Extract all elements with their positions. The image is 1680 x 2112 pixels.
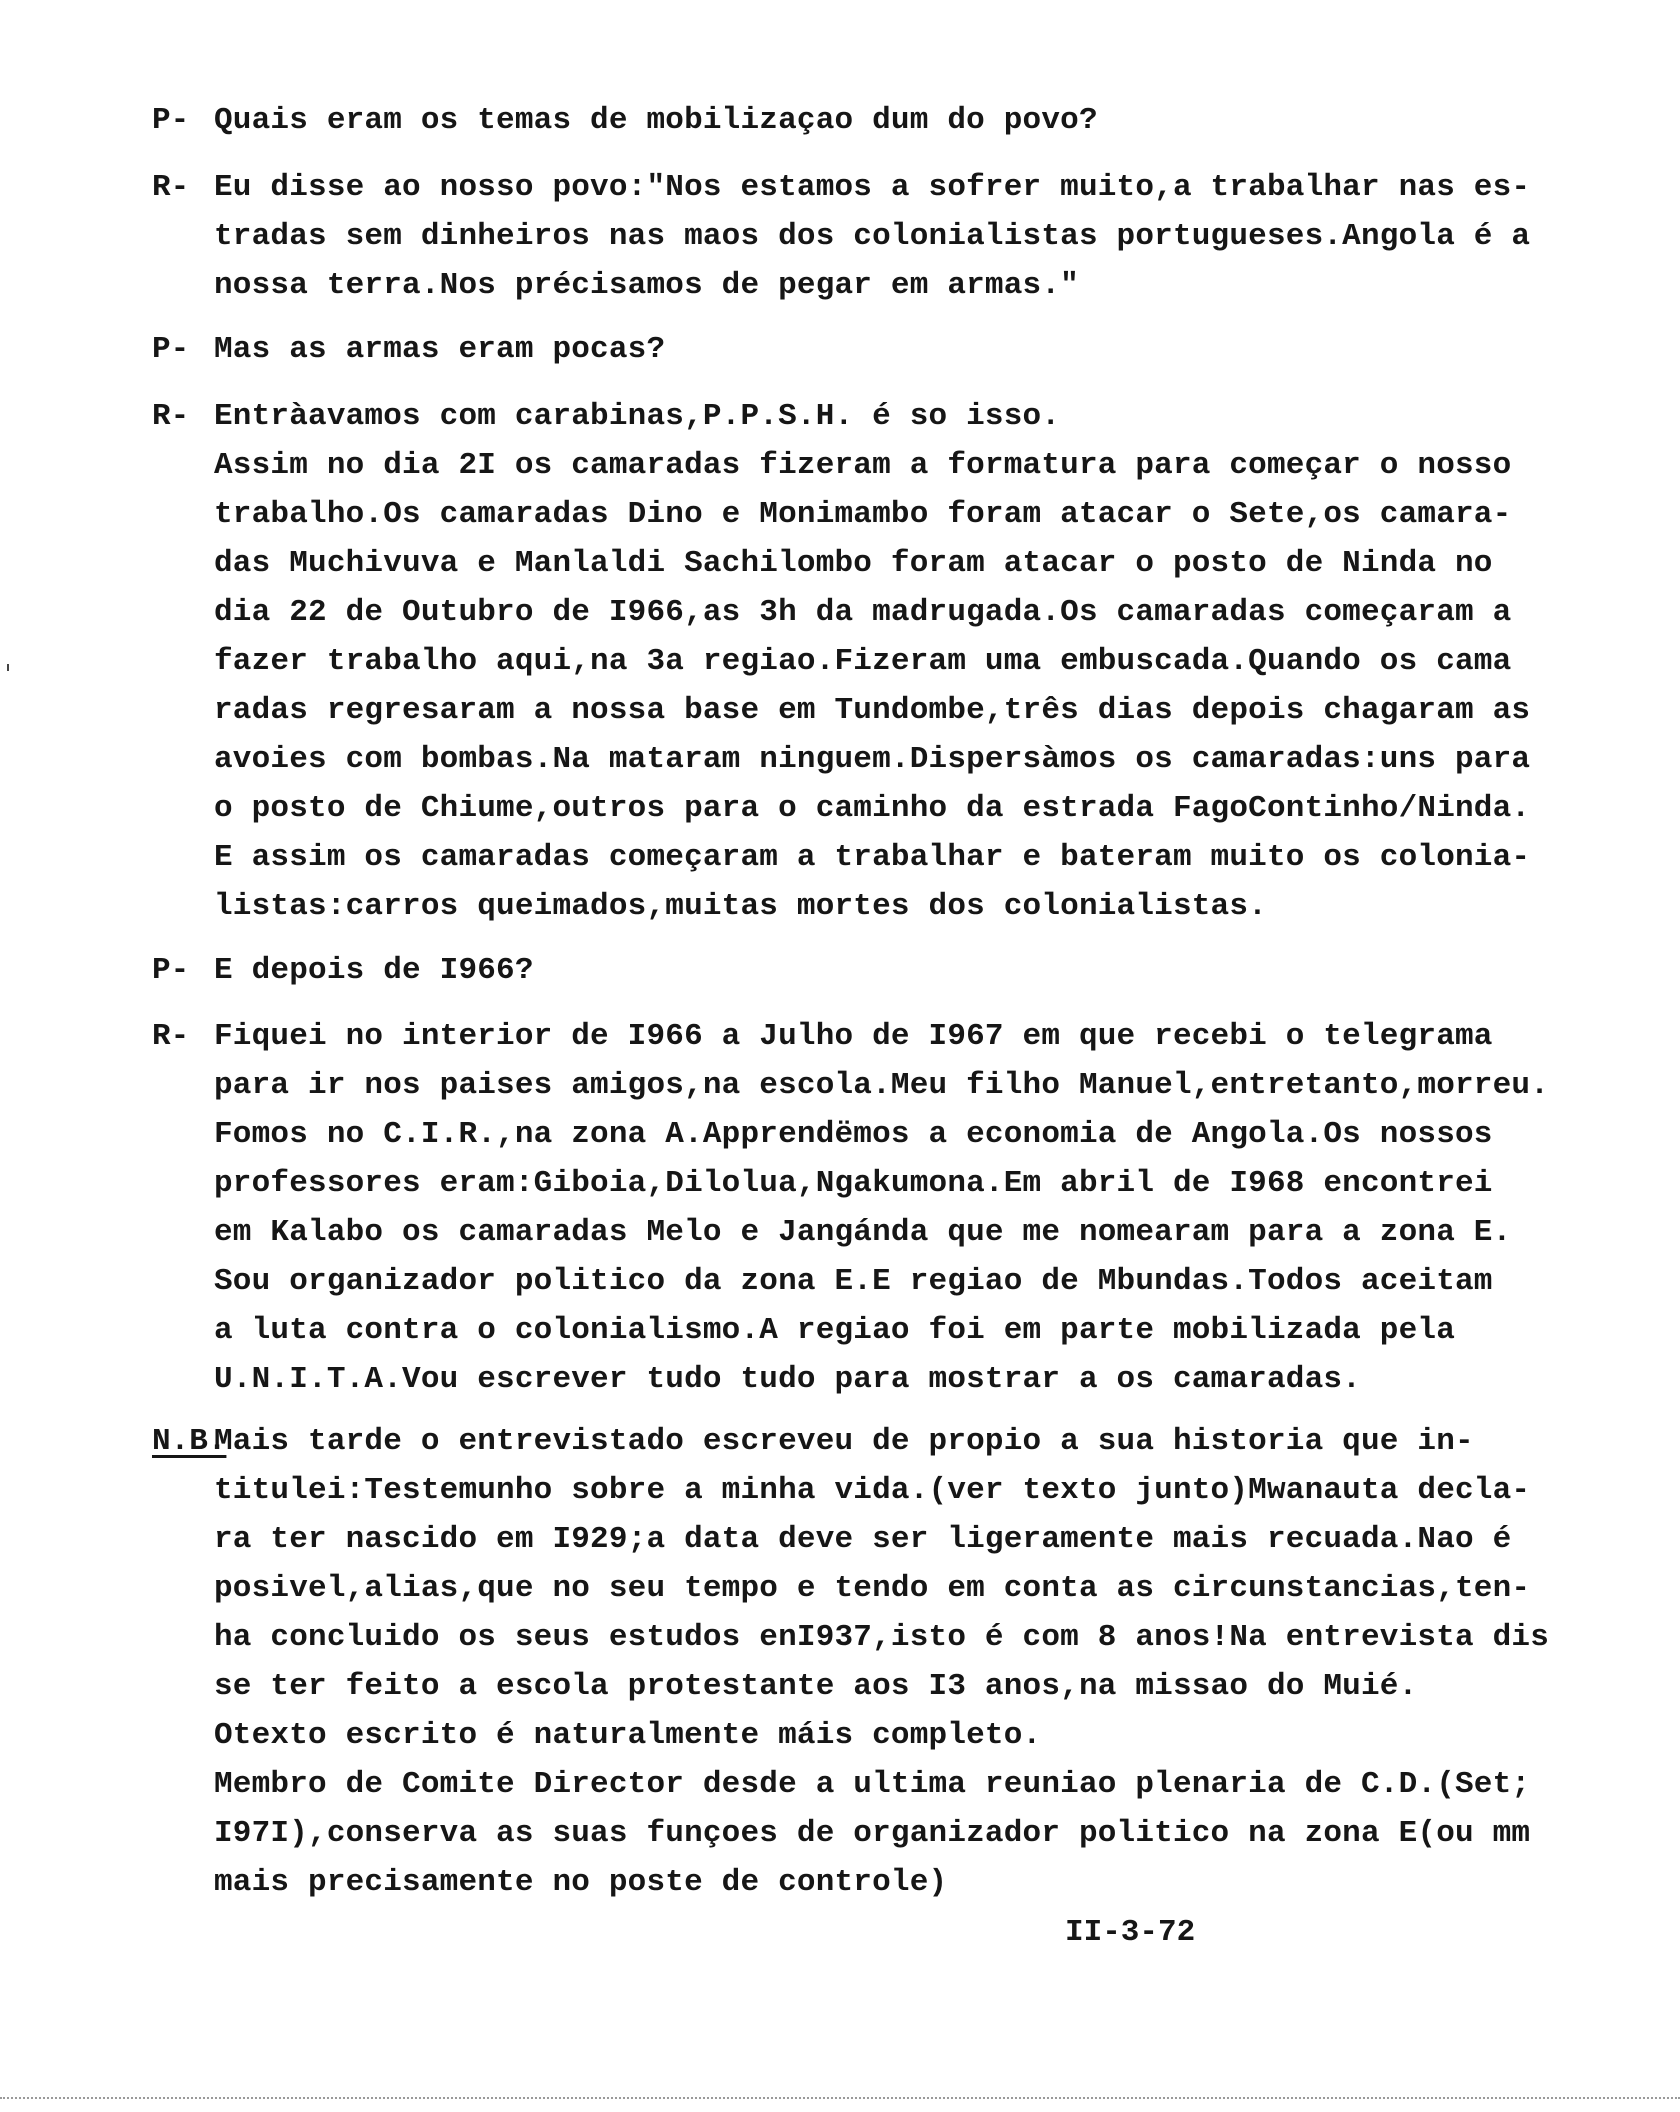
text-line: Fomos no C.I.R.,na zona A.Apprendëmos a economia de Angola.Os nossos xyxy=(214,1117,1493,1152)
note-block xyxy=(152,1417,1652,1907)
answer-label: R- xyxy=(152,1019,190,1054)
document-date: II-3-72 xyxy=(1065,1915,1196,1950)
answer-label: R- xyxy=(152,170,190,205)
text-line: Sou organizador politico da zona E.E regiao de Mbundas.Todos aceitam xyxy=(214,1264,1493,1299)
text-line: avoies com bombas.Na mataram ninguem.Dispersàmos os camaradas:uns para xyxy=(214,742,1531,777)
text-line: das Muchivuva e Manlaldi Sachilombo foram atacar o posto de Ninda no xyxy=(214,546,1493,581)
answer-block-3 xyxy=(152,1012,1652,1404)
scan-edge-line xyxy=(0,2097,1680,2099)
answer-label: R- xyxy=(152,399,190,434)
text-line: radas regresaram a nossa base em Tundombe,três dias depois chagaram as xyxy=(214,693,1531,728)
text-line: Otexto escrito é naturalmente máis completo. xyxy=(214,1718,1042,1753)
question-label: P- xyxy=(152,953,190,988)
question-block-1 xyxy=(152,96,1652,145)
note-label: N.B. xyxy=(152,1424,227,1459)
text-line: U.N.I.T.A.Vou escrever tudo tudo para mostrar a os camaradas. xyxy=(214,1362,1361,1397)
question-block-2 xyxy=(152,325,1652,374)
text-line: o posto de Chiume,outros para o caminho da estrada FagoContinho/Ninda. xyxy=(214,791,1531,826)
question-label: P- xyxy=(152,103,190,138)
text-line: dia 22 de Outubro de I966,as 3h da madrugada.Os camaradas começaram a xyxy=(214,595,1512,630)
text-line: titulei:Testemunho sobre a minha vida.(ver texto junto)Mwanauta decla- xyxy=(214,1473,1531,1508)
text-line: fazer trabalho aqui,na 3a regiao.Fizeram uma embuscada.Quando os cama xyxy=(214,644,1512,679)
text-line: ra ter nascido em I929;a data deve ser ligeramente mais recuada.Nao é xyxy=(214,1522,1512,1557)
text-line: ha concluido os seus estudos enI937,isto é com 8 anos!Na entrevista dis xyxy=(214,1620,1550,1655)
text-line: tradas sem dinheiros nas maos dos colonialistas portugueses.Angola é a xyxy=(214,219,1531,254)
text-line: Eu disse ao nosso povo:"Nos estamos a sofrer muito,a trabalhar nas es- xyxy=(214,170,1531,205)
text-line: em Kalabo os camaradas Melo e Jangánda que me nomearam para a zona E. xyxy=(214,1215,1512,1250)
text-line: trabalho.Os camaradas Dino e Monimambo foram atacar o Sete,os camara- xyxy=(214,497,1512,532)
text-line: professores eram:Giboia,Dilolua,Ngakumona.Em abril de I968 encontrei xyxy=(214,1166,1493,1201)
text-line: Fiquei no interior de I966 a Julho de I967 em que recebi o telegrama xyxy=(214,1019,1493,1054)
text-line: E assim os camaradas começaram a trabalhar e bateram muito os colonia- xyxy=(214,840,1531,875)
question-block-3 xyxy=(152,946,1652,995)
text-line: Quais eram os temas de mobilizaçao dum do povo? xyxy=(214,103,1098,138)
text-line: Mais tarde o entrevistado escreveu de propio a sua historia que in- xyxy=(214,1424,1474,1459)
text-line: I97I),conserva as suas funçoes de organizador politico na zona E(ou mm xyxy=(214,1816,1531,1851)
answer-block-1 xyxy=(152,163,1652,310)
margin-mark xyxy=(7,664,9,671)
question-label: P- xyxy=(152,332,190,367)
text-line: a luta contra o colonialismo.A regiao foi em parte mobilizada pela xyxy=(214,1313,1455,1348)
text-line: posivel,alias,que no seu tempo e tendo em conta as circunstancias,ten- xyxy=(214,1571,1531,1606)
text-line: Mas as armas eram pocas? xyxy=(214,332,666,367)
answer-block-2 xyxy=(152,392,1652,931)
text-line: E depois de I966? xyxy=(214,953,534,988)
text-line: listas:carros queimados,muitas mortes dos colonialistas. xyxy=(214,889,1267,924)
text-line: Entràavamos com carabinas,P.P.S.H. é so isso. xyxy=(214,399,1061,434)
text-line: Membro de Comite Director desde a ultima reuniao plenaria de C.D.(Set; xyxy=(214,1767,1531,1802)
text-line: para ir nos paises amigos,na escola.Meu filho Manuel,entretanto,morreu. xyxy=(214,1068,1550,1103)
text-line: nossa terra.Nos précisamos de pegar em armas." xyxy=(214,268,1079,303)
text-line: mais precisamente no poste de controle) xyxy=(214,1865,948,1900)
text-line: Assim no dia 2I os camaradas fizeram a formatura para começar o nosso xyxy=(214,448,1512,483)
text-line: se ter feito a escola protestante aos I3 anos,na missao do Muié. xyxy=(214,1669,1418,1704)
